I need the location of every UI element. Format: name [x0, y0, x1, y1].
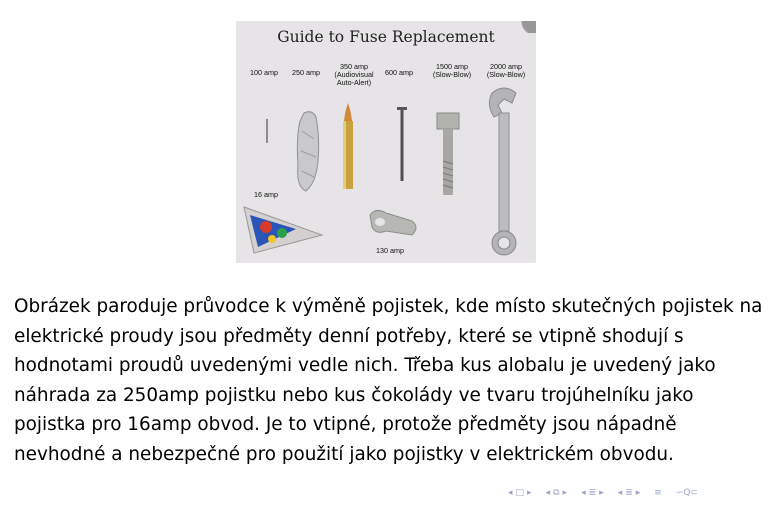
nav-align-icon[interactable]: ≡: [654, 488, 662, 498]
wrench-icon: [489, 88, 516, 255]
poster-title: Guide to Fuse Replacement: [277, 28, 495, 46]
nav-frame-icon: □: [515, 488, 525, 498]
nav-prev-doc-icon[interactable]: ◂: [617, 488, 623, 498]
nav-next-subsection-icon[interactable]: ▸: [562, 488, 568, 498]
bottle-opener-icon: [370, 210, 416, 235]
nav-prev-frame-icon[interactable]: ◂: [508, 488, 513, 498]
nav-section-icon: ≣: [588, 488, 597, 498]
nav-search-icon[interactable]: ∽Q⊂: [675, 488, 699, 498]
label-130-amp: 130 amp: [376, 246, 404, 255]
label-600-amp: 600 amp: [385, 68, 413, 77]
nav-prev-subsection-icon[interactable]: ◂: [545, 488, 551, 498]
label-2000-amp: 2000 amp (Slow-Blow): [486, 62, 526, 79]
label-16-amp: 16 amp: [254, 190, 278, 199]
bullet-icon: [343, 103, 353, 189]
caption-text: Obrázek paroduje průvodce k výměně pojistek, kde místo skutečných pojistek na elektrické proudy jsou předměty denní potřeby, které se vtipně shodují s hodnotami proudů uvedenými vedle nich. Třeba kus alobalu je uvedený jako náhrada za 250amp pojistku nebo kus čokolády ve tvaru trojúhelníku jako pojistka pro 16amp obvod. Je to vtipné, protože předměty jsou nápadně nevhodné a nebezpečné pro použití jako pojistky v elektrickém obvodu.: [14, 296, 763, 465]
beamer-navigation: [508, 488, 698, 498]
chocolate-wedge-icon: [244, 207, 322, 253]
label-250-amp: 250 amp: [292, 68, 320, 77]
nav-subsection-icon: ⧉: [553, 488, 560, 498]
fuse-guide-image: [236, 21, 536, 263]
label-1500-amp: 1500 amp (Slow-Blow): [432, 62, 472, 79]
nav-next-doc-icon[interactable]: ▸: [635, 488, 641, 498]
nav-next-frame-icon[interactable]: ▸: [527, 488, 532, 498]
poster-objects: [236, 21, 536, 263]
label-350-amp: 350 amp (Audiovisual Auto-Alert): [334, 62, 374, 87]
foil-icon: [297, 112, 318, 191]
label-100-amp: 100 amp: [250, 68, 278, 77]
nail-icon: [397, 107, 407, 181]
nav-doc-icon: ≣: [625, 488, 633, 498]
nav-next-section-icon[interactable]: ▸: [599, 488, 604, 498]
bolt-icon: [437, 113, 459, 195]
nav-prev-section-icon[interactable]: ◂: [581, 488, 586, 498]
